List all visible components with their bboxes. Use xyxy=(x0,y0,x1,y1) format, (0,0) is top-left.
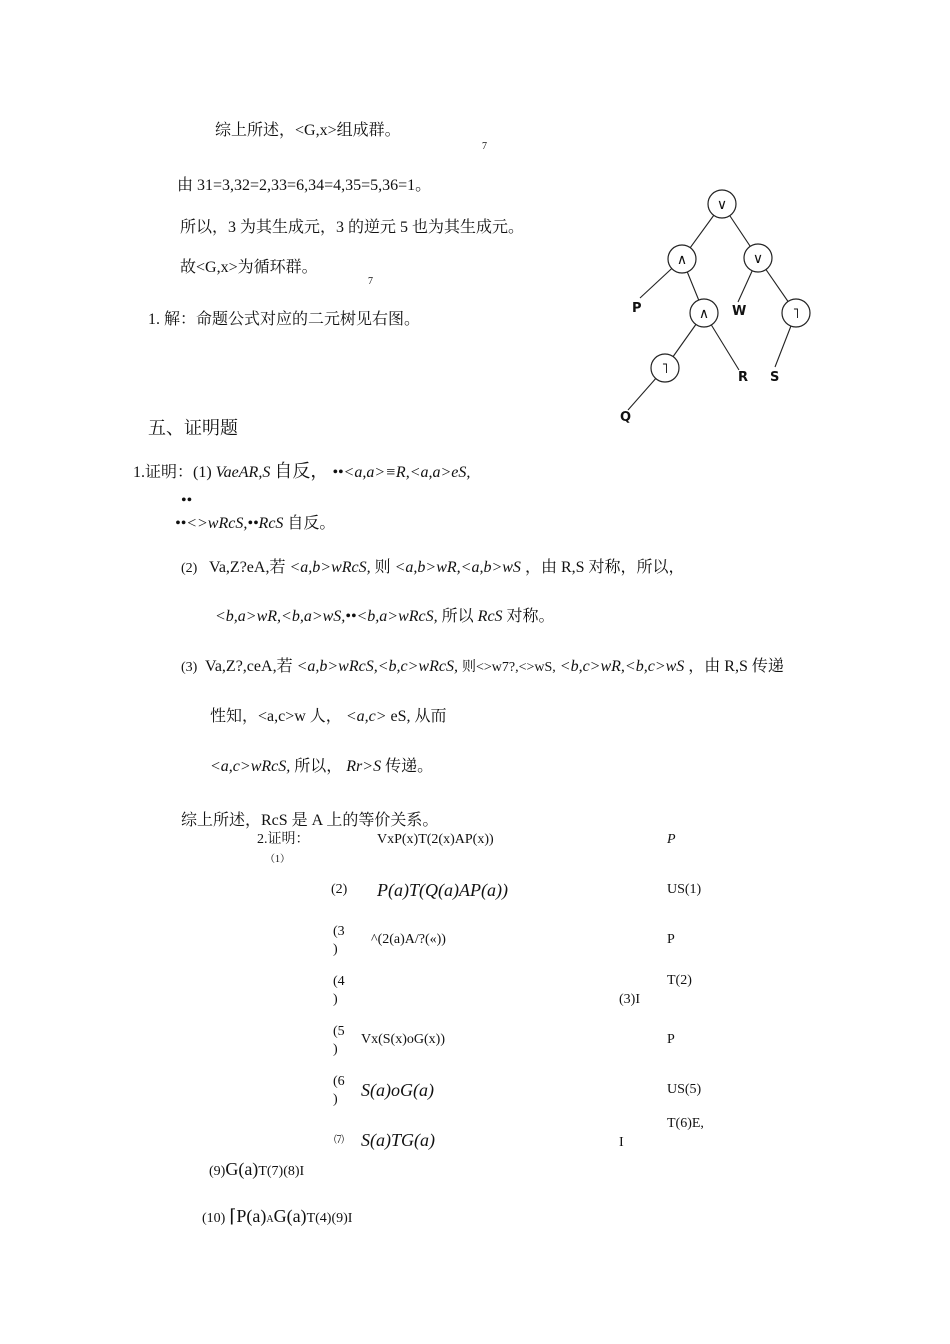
step-number: (5 xyxy=(333,1024,345,1039)
step-formula: S(a)oG(a) xyxy=(361,1080,434,1100)
proof1-part2 xyxy=(181,558,685,578)
leaf-label: P xyxy=(632,301,642,316)
step-formula: Vx(S(x)oG(x)) xyxy=(361,1032,445,1047)
step-number: (3 xyxy=(333,924,345,939)
text: ，由 R,S 传递 xyxy=(688,658,784,675)
text: 自反， xyxy=(274,461,329,481)
proof2-title: 2.证明： xyxy=(257,832,310,847)
proof1-part3-cont xyxy=(210,707,447,726)
proof1-part3-end xyxy=(210,757,433,776)
leaf-label: Q xyxy=(620,410,632,425)
node-label: ∧ xyxy=(698,306,710,322)
step-rule: T(4)(9)I xyxy=(306,1211,353,1226)
step-number: (6 xyxy=(333,1074,345,1089)
text: eS, 从而 xyxy=(390,708,447,725)
step-number: （1） xyxy=(265,854,290,865)
step-rule: US(1) xyxy=(667,882,702,897)
proof2-step10 xyxy=(202,1206,352,1228)
binary-tree-diagram xyxy=(612,180,822,430)
leaf-label: R xyxy=(738,370,749,385)
text: Va,Z?,ceA,若 xyxy=(205,658,293,675)
formula: RcS xyxy=(477,608,503,625)
formula: <a,b>wR,<a,b>wS xyxy=(394,559,521,576)
step-rule: US(5) xyxy=(667,1082,702,1097)
step-number: (9) xyxy=(209,1164,226,1179)
proof1-part2-cont xyxy=(215,607,555,626)
item-number: (3) xyxy=(181,660,198,675)
step-formula: VxP(x)T(2(x)AP(x)) xyxy=(377,832,494,847)
section-heading: 五、证明题 xyxy=(148,418,238,438)
proof1-line1 xyxy=(133,461,470,483)
step-number: (2) xyxy=(331,882,348,897)
text: 自反。 xyxy=(287,515,336,532)
text: 传递。 xyxy=(385,758,434,775)
powers-line: 由 31=3,32=2,33=6,34=4,35=5,36=1。 xyxy=(177,177,432,194)
score-mark: 7 xyxy=(482,141,487,152)
proof2-step9 xyxy=(209,1159,304,1181)
text: 则<>w7?,<>wS, xyxy=(461,660,556,675)
step-formula: A xyxy=(266,1214,274,1225)
item-number: (2) xyxy=(181,561,198,576)
proof1-line2: •• xyxy=(181,492,193,509)
proof1-line3 xyxy=(175,514,335,533)
step-formula: G(a) xyxy=(273,1206,307,1226)
step-number: ) xyxy=(333,1092,338,1107)
text: 所以 xyxy=(441,608,474,625)
proof1-part3 xyxy=(181,657,784,677)
node-label: ˥ xyxy=(792,306,800,322)
cyclic-line: 故<G,x>为循环群。 xyxy=(180,259,318,276)
step-formula: ^(2(a)A/?(«)) xyxy=(371,932,446,947)
formula: <a,c> xyxy=(345,708,387,725)
step-rule: P xyxy=(667,832,676,847)
step-formula: ⌈P(a) xyxy=(229,1206,267,1226)
text: 对称。 xyxy=(506,608,555,625)
node-label: ∧ xyxy=(676,252,688,268)
text: 性知，<a,c>w 人， xyxy=(210,708,342,725)
step-rule: T(7)(8)I xyxy=(258,1164,305,1179)
formula: <a,b>wRcS,<b,c>wRcS, xyxy=(296,658,458,675)
text: 则 xyxy=(374,559,391,576)
formula: <b,c>wR,<b,c>wS xyxy=(559,658,685,675)
step-rule: P xyxy=(667,1032,675,1047)
step-number: ) xyxy=(333,1042,338,1057)
step-formula: G(a) xyxy=(225,1159,259,1179)
step-number: ) xyxy=(333,992,338,1007)
group-conclusion: 综上所述，<G,x>组成群。 xyxy=(215,122,401,139)
formula: Rr>S xyxy=(346,758,382,775)
step-rule: T(2) xyxy=(667,973,692,988)
step-formula: P(a)T(Q(a)AP(a)) xyxy=(377,880,508,900)
formula: ••<a,a>≡R,<a,a>eS, xyxy=(332,464,471,481)
leaf-label: W xyxy=(732,304,747,319)
proof1-label: 1.证明：(1) xyxy=(133,464,212,481)
generators-line: 所以，3 为其生成元，3 的逆元 5 也为其生成元。 xyxy=(180,219,525,236)
text: Va,Z?eA,若 xyxy=(209,559,286,576)
step-formula: S(a)TG(a) xyxy=(361,1130,435,1150)
step-rule: T(6)E, xyxy=(667,1116,704,1131)
text: ，由 R,S 对称，所以， xyxy=(524,559,685,576)
step-rule: P xyxy=(667,932,675,947)
formula: <b,a>wR,<b,a>wS,••<b,a>wRcS, xyxy=(215,608,438,625)
formula: VaeAR,S xyxy=(215,464,271,481)
node-label: ∨ xyxy=(752,251,764,267)
node-label: ∨ xyxy=(716,197,728,213)
formula: <a,b>wRcS, xyxy=(289,559,371,576)
node-label: ˥ xyxy=(661,361,669,377)
score-mark: 7 xyxy=(368,276,373,287)
formula: ••<>wRcS,••RcS xyxy=(175,515,284,532)
step-number: ⑺ xyxy=(334,1135,344,1146)
formula: <a,c>wRcS, xyxy=(210,758,291,775)
leaf-label: S xyxy=(770,370,780,385)
proof1-summary: 综上所述，RcS 是 A 上的等价关系。 xyxy=(181,812,439,829)
step-rule: (3)I xyxy=(619,992,640,1007)
text: 所以， xyxy=(294,758,343,775)
step-rule: I xyxy=(619,1135,624,1150)
step-number: (4 xyxy=(333,974,345,989)
step-number: ) xyxy=(333,942,338,957)
step-number: (10) xyxy=(202,1211,226,1226)
tree-note: 1. 解：命题公式对应的二元树见右图。 xyxy=(148,311,421,328)
